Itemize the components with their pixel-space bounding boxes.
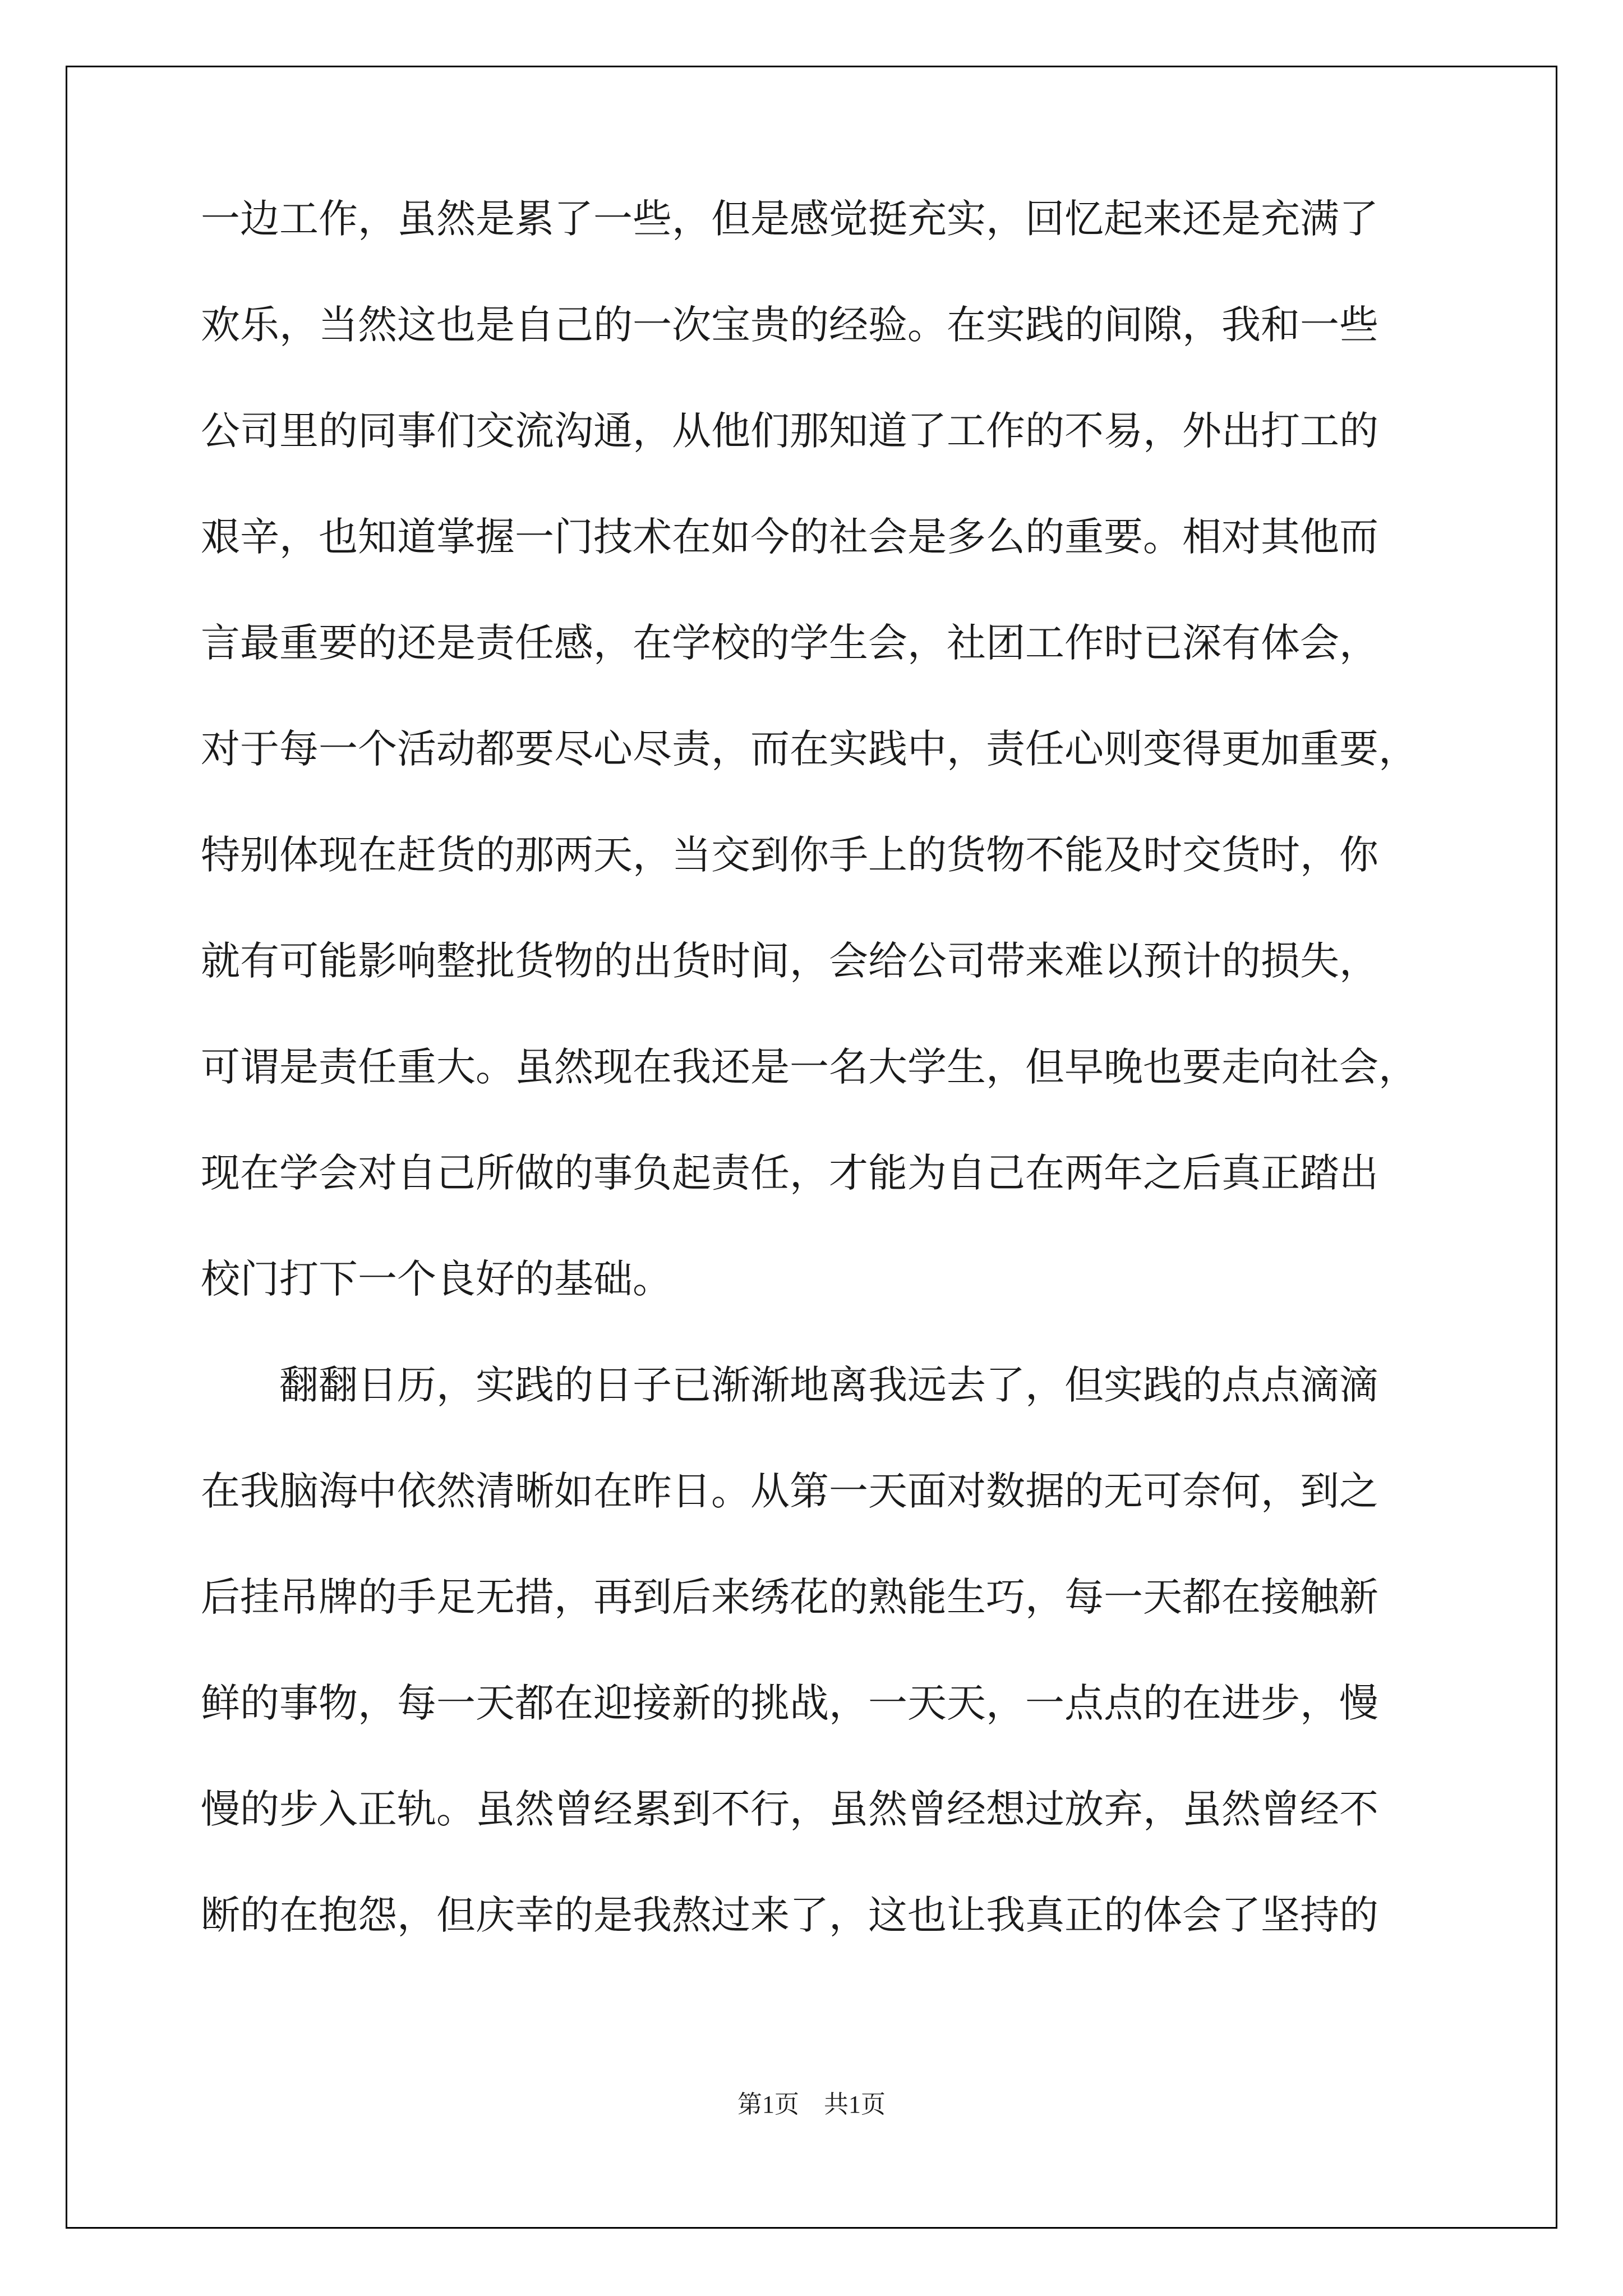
page-number-footer: 第1页 共1页 <box>737 2091 886 2118</box>
text-line: 欢乐，当然这也是自己的一次宝贵的经验。在实践的间隙，我和一些 <box>201 302 1378 348</box>
text-line: 公司里的同事们交流沟通，从他们那知道了工作的不易，外出打工的 <box>201 408 1378 454</box>
text-line: 就有可能影响整批货物的出货时间，会给公司带来难以预计的损失， <box>201 938 1378 984</box>
text-line: 可谓是责任重大。虽然现在我还是一名大学生，但早晚也要走向社会， <box>201 1044 1418 1090</box>
text-line: 翻翻日历，实践的日子已渐渐地离我远去了，但实践的点点滴滴 <box>201 1362 1378 1408</box>
text-line: 在我脑海中依然清晰如在昨日。从第一天面对数据的无可奈何，到之 <box>201 1468 1378 1514</box>
text-line: 特别体现在赶货的那两天，当交到你手上的货物不能及时交货时，你 <box>201 832 1378 878</box>
text-line: 后挂吊牌的手足无措，再到后来绣花的熟能生巧，每一天都在接触新 <box>201 1574 1378 1620</box>
text-line: 断的在抱怨，但庆幸的是我熬过来了，这也让我真正的体会了坚持的 <box>201 1892 1378 1938</box>
text-line: 对于每一个活动都要尽心尽责，而在实践中，责任心则变得更加重要， <box>201 726 1418 772</box>
text-line: 鲜的事物，每一天都在迎接新的挑战，一天天，一点点的在进步，慢 <box>201 1680 1378 1726</box>
text-line: 慢的步入正轨。虽然曾经累到不行，虽然曾经想过放弃，虽然曾经不 <box>201 1786 1378 1832</box>
text-line: 一边工作，虽然是累了一些，但是感觉挺充实，回忆起来还是充满了 <box>201 196 1378 242</box>
text-line: 言最重要的还是责任感，在学校的学生会，社团工作时已深有体会， <box>201 620 1378 666</box>
text-line: 艰辛，也知道掌握一门技术在如今的社会是多么的重要。相对其他而 <box>201 514 1378 560</box>
text-line: 现在学会对自己所做的事负起责任，才能为自己在两年之后真正踏出 <box>201 1150 1378 1196</box>
text-line: 校门打下一个良好的基础。 <box>201 1256 672 1302</box>
